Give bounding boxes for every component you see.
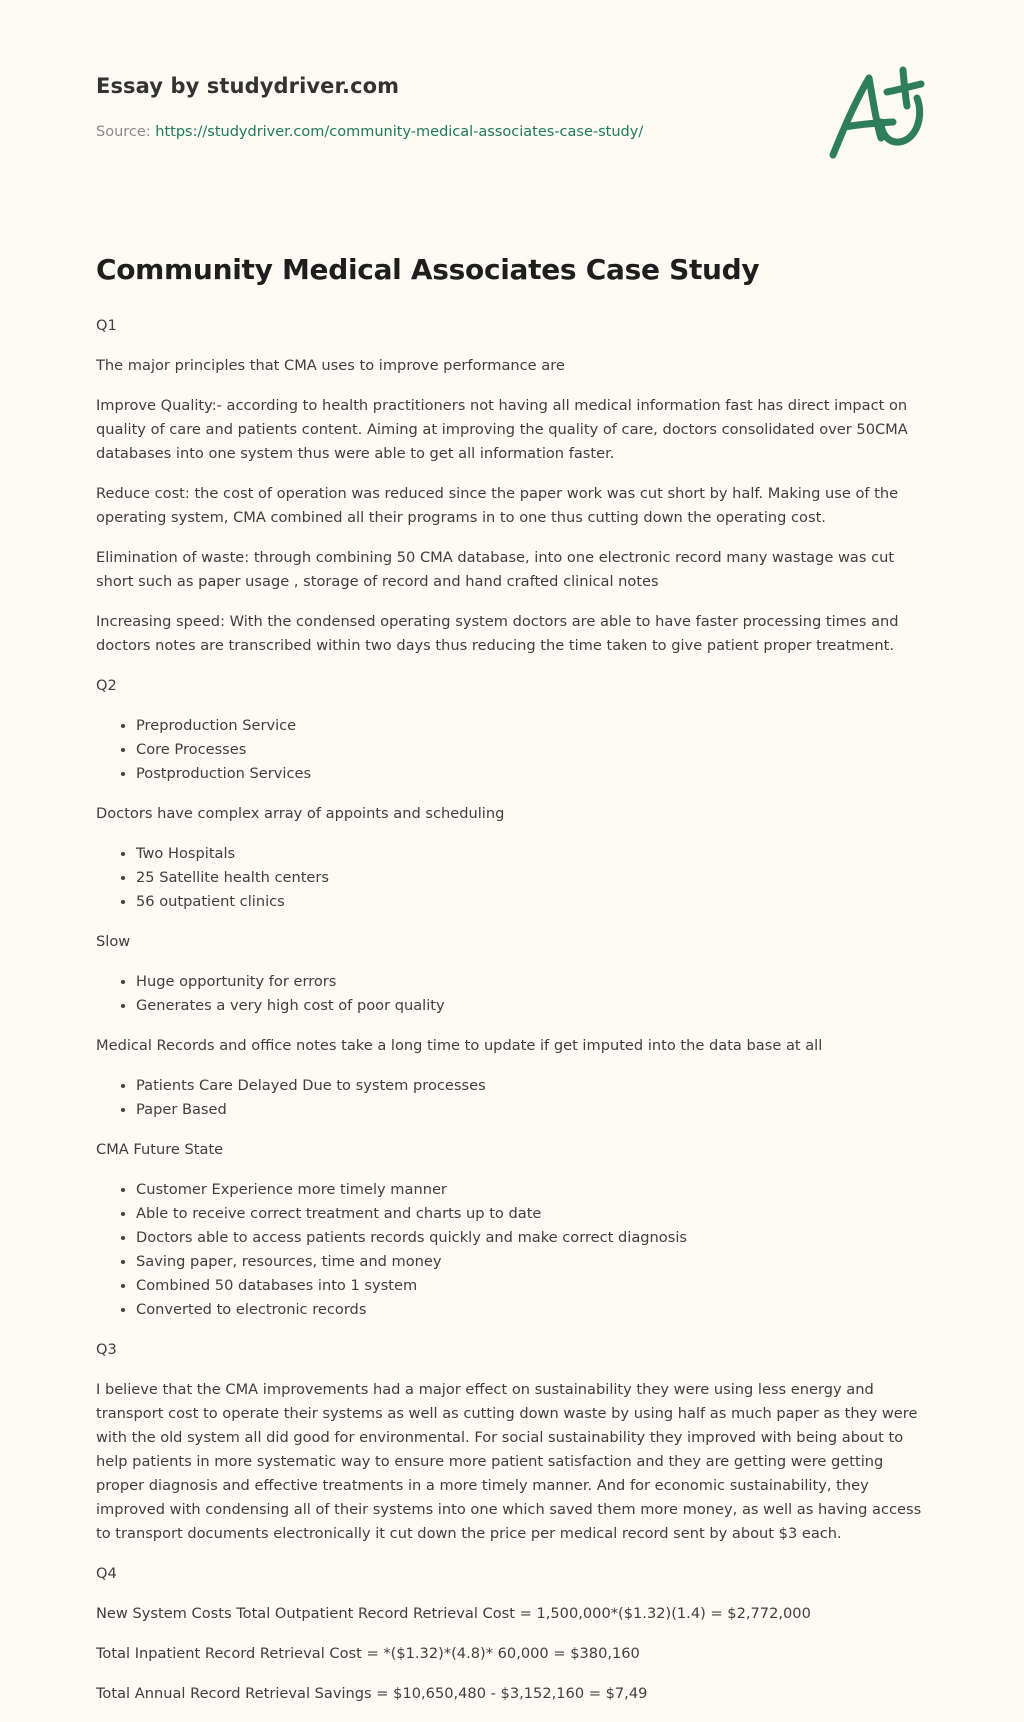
list-item: • Doctors able to access patients records quickly and make correct diagnosis: [136, 1226, 926, 1250]
list-item: • Paper Based: [136, 1098, 926, 1122]
site-header: [96, 0, 926, 286]
paragraph: Doctors have complex array of appoints and scheduling: [96, 805, 505, 822]
list-item: • Core Processes: [136, 738, 926, 762]
paragraph: Elimination of waste: through combining 50 CMA database, into one electronic record many wastage was cut short such as paper usage , storage of record and hand crafted clinical notes: [96, 549, 895, 590]
list-item: • Customer Experience more timely manner: [136, 1178, 926, 1202]
list-item: • Patients Care Delayed Due to system processes: [136, 1074, 926, 1098]
calculation-line: Total Annual Record Retrieval Savings = $10,650,480 - $3,152,160 = $7,49: [96, 1685, 648, 1702]
list-item: • Saving paper, resources, time and money: [136, 1250, 926, 1274]
list-item: • Preproduction Service: [136, 714, 926, 738]
source-link[interactable]: https://studydriver.com/community-medical-associates-case-study/: [155, 124, 644, 140]
calculation-line: Total Inpatient Record Retrieval Cost = *($1.32)*(4.8)* 60,000 = $380,160: [96, 1645, 640, 1662]
paragraph: The major principles that CMA uses to improve performance are: [96, 357, 565, 374]
source-line: [96, 124, 643, 140]
list-item: • Converted to electronic records: [136, 1298, 926, 1322]
paragraph: I believe that the CMA improvements had a major effect on sustainability they were using less energy and transport cost to operate their systems as well as cutting down waste by using half as much paper as they were with the old system all did good for environmental. For social sustainability they improved with being about to help patients in more systematic way to ensure more patient satisfaction and they are getting were getting proper diagnosis and effective treatments in a more timely manner. And for economic sustainability, they improved with condensing all of their systems into one which saved them more money, as well as having access to transport documents electronically it cut down the price per medical record sent by about $3 each.: [96, 1381, 922, 1542]
list-item: • Able to receive correct treatment and charts up to date: [136, 1202, 926, 1226]
list-item: • Combined 50 databases into 1 system: [136, 1274, 926, 1298]
bullet-list: [96, 970, 926, 1018]
list-item: • Postproduction Services: [136, 762, 926, 786]
source-label: Source:: [96, 124, 151, 140]
paragraph: CMA Future State: [96, 1141, 224, 1158]
section-label-q3: Q3: [96, 1341, 117, 1358]
section-label-q1: Q1: [96, 317, 117, 334]
list-item: • 25 Satellite health centers: [136, 866, 926, 890]
list-item: • 56 outpatient clinics: [136, 890, 926, 914]
paragraph: Reduce cost: the cost of operation was reduced since the paper work was cut short by half. Making use of the operating system, CMA combined all their programs in to one thus cutting down the operating cost.: [96, 485, 899, 526]
site-title: Essay by studydriver.com: [96, 74, 400, 98]
essay-content: [96, 314, 926, 1722]
paragraph: Improve Quality:- according to health practitioners not having all medical information fast has direct impact on quality of care and patients content. Aiming at improving the quality of care, doctors consolidated over 50CMA databases into one system thus were able to get all information faster.: [96, 397, 908, 462]
section-label-q4: Q4: [96, 1565, 117, 1582]
bullet-list: [96, 1074, 926, 1122]
section-label-q2: Q2: [96, 677, 117, 694]
a-plus-grade-icon: [821, 40, 931, 170]
bullet-list: [96, 842, 926, 914]
list-item: • Generates a very high cost of poor quality: [136, 994, 926, 1018]
calculation-line: New System Costs Total Outpatient Record Retrieval Cost = 1,500,000*($1.32)(1.4) = $2,772,000: [96, 1605, 811, 1622]
list-item: • Huge opportunity for errors: [136, 970, 926, 994]
essay-page: [96, 0, 926, 1702]
paragraph: Slow: [96, 933, 131, 950]
document-title: Community Medical Associates Case Study: [96, 253, 760, 286]
bullet-list: [96, 714, 926, 786]
paragraph: Medical Records and office notes take a long time to update if get imputed into the data base at all: [96, 1037, 823, 1054]
paragraph: Increasing speed: With the condensed operating system doctors are able to have faster processing times and doctors notes are transcribed within two days thus reducing the time taken to give patient proper treatment.: [96, 613, 899, 654]
list-item: • Two Hospitals: [136, 842, 926, 866]
bullet-list: [96, 1178, 926, 1322]
